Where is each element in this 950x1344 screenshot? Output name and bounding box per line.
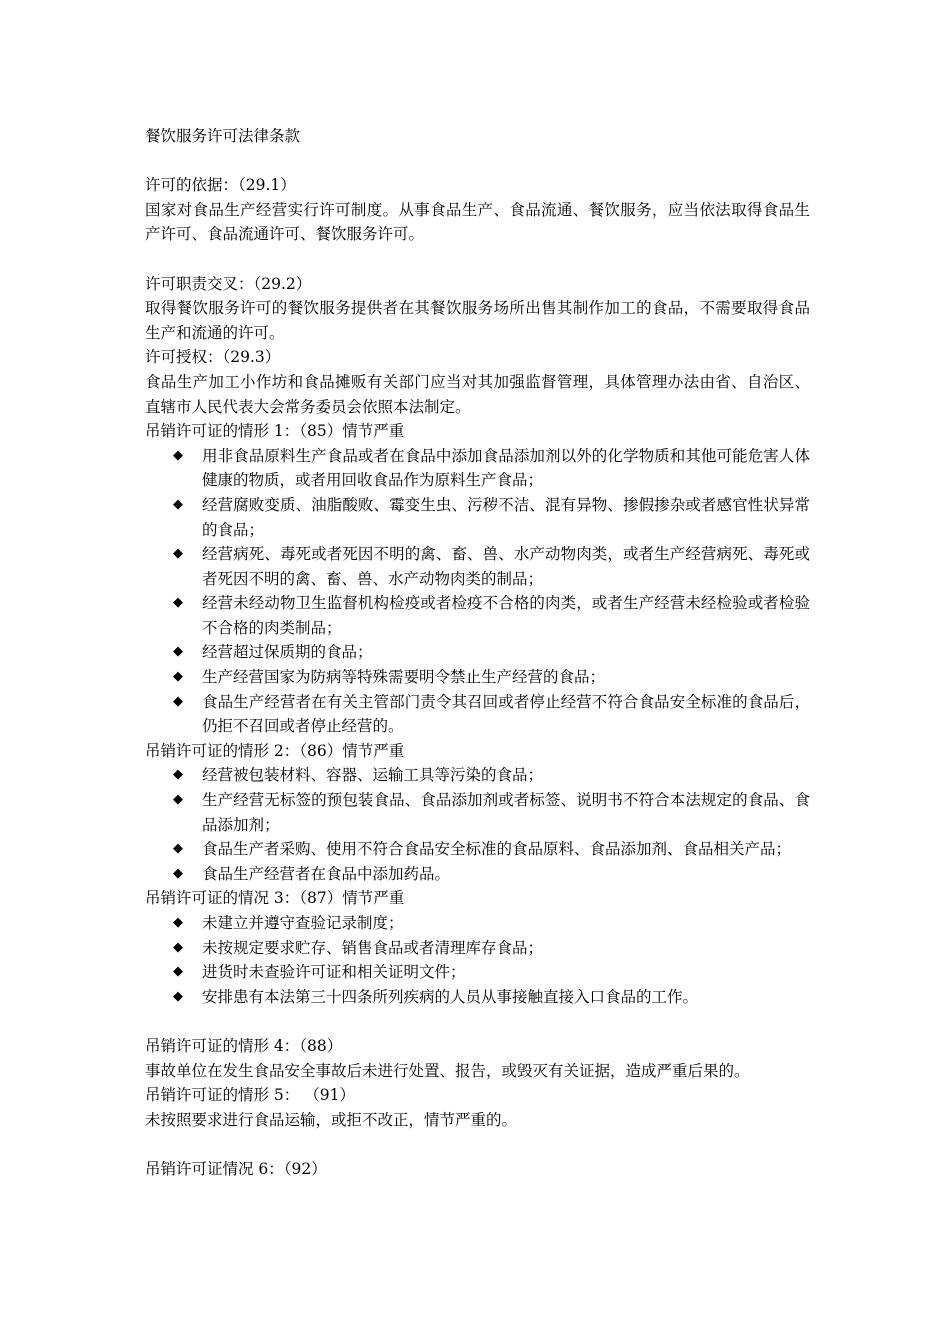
diamond-bullet-icon: ◆: [173, 669, 183, 685]
list-item-text: 食品生产经营者在有关主管部门责令其召回或者停止经营不符合食品安全标准的食品后，仍拒不召回或者停止经营的。: [202, 692, 810, 736]
section-heading: 许可的依据：（29.1）: [145, 176, 296, 195]
diamond-bullet-icon: ◆: [173, 496, 183, 512]
list-item: [145, 862, 810, 887]
spacer: [145, 247, 810, 272]
section-text: 食品生产加工小作坊和食品摊贩有关部门应当对其加强监督管理，具体管理办法由省、自治区、直辖市人民代表大会常务委员会依照本法制定。: [145, 372, 810, 416]
section-heading: 吊销许可证的情形 1：（85）情节严重: [145, 422, 405, 441]
list-item-text: 经营被包装材料、容器、运输工具等污染的食品；: [202, 766, 544, 785]
section-text: 取得餐饮服务许可的餐饮服务提供者在其餐饮服务场所出售其制作加工的食品，不需要取得食品生产和流通的许可。: [145, 299, 810, 342]
list-item: [145, 837, 810, 862]
section-heading: 许可职责交叉：（29.2）: [145, 274, 312, 293]
list-item: [145, 493, 810, 542]
list-item-text: 进货时未查验许可证和相关证明文件；: [202, 963, 466, 982]
list-item-text: 食品生产经营者在食品中添加药品。: [202, 864, 451, 883]
section-heading: 吊销许可证情况 6：（92）: [145, 1159, 327, 1178]
list-item-text: 生产经营无标签的预包装食品、食品添加剂或者标签、说明书不符合本法规定的食品、食品添加剂；: [202, 791, 810, 834]
document-title: 餐饮服务许可法律条款: [145, 127, 301, 145]
list-item-text: 未按规定要求贮存、销售食品或者清理库存食品；: [202, 938, 544, 957]
bullet-list: [145, 444, 810, 739]
list-item-text: 未建立并遵守查验记录制度；: [202, 914, 404, 932]
section-text: 国家对食品生产经营实行许可制度。从事食品生产、食品流通、餐饮服务，应当依法取得食品生产许可、食品流通许可、餐饮服务许可。: [145, 200, 810, 244]
list-item-text: 经营未经动物卫生监督机构检疫或者检疫不合格的肉类，或者生产经营未经检验或者检验不合格的肉类制品；: [202, 594, 810, 637]
list-item: [145, 911, 810, 936]
list-item: [145, 763, 810, 788]
diamond-bullet-icon: ◆: [173, 988, 183, 1004]
bullet-list: [145, 763, 810, 886]
list-item-text: 用非食品原料生产食品或者在食品中添加食品添加剂以外的化学物质和其他可能危害人体健康的物质，或者用回收食品作为原料生产食品；: [202, 446, 810, 490]
list-item: [145, 640, 810, 665]
list-item: [145, 665, 810, 690]
list-item-text: 经营病死、毒死或者死因不明的禽、畜、兽、水产动物肉类，或者生产经营病死、毒死或者死因不明的禽、畜、兽、水产动物肉类的制品；: [202, 545, 810, 588]
section-heading: 许可授权：（29.3）: [145, 348, 281, 367]
diamond-bullet-icon: ◆: [173, 964, 183, 980]
spacer: [145, 1009, 810, 1034]
section-text: 未按照要求进行食品运输，或拒不改正，情节严重的。: [145, 1110, 518, 1129]
list-item-text: 生产经营国家为防病等特殊需要明令禁止生产经营的食品；: [202, 668, 606, 687]
spacer: [145, 1132, 810, 1157]
diamond-bullet-icon: ◆: [173, 939, 183, 955]
diamond-bullet-icon: ◆: [173, 865, 183, 881]
section-heading: 吊销许可证的情况 3：（87）情节严重: [145, 889, 405, 908]
diamond-bullet-icon: ◆: [173, 767, 183, 783]
diamond-bullet-icon: ◆: [173, 546, 183, 562]
section-heading: 吊销许可证的情形 4：（88）: [145, 1036, 343, 1055]
diamond-bullet-icon: ◆: [173, 693, 183, 709]
list-item: [145, 960, 810, 985]
list-item: [145, 985, 810, 1010]
spacer: [145, 149, 810, 174]
diamond-bullet-icon: ◆: [173, 447, 183, 463]
list-item: [145, 690, 810, 739]
list-item-text: 经营超过保质期的食品；: [202, 643, 373, 662]
list-item-text: 经营腐败变质、油脂酸败、霉变生虫、污秽不洁、混有异物、掺假掺杂或者感官性状异常的食品；: [202, 495, 810, 539]
diamond-bullet-icon: ◆: [173, 792, 183, 808]
list-item: [145, 936, 810, 961]
diamond-bullet-icon: ◆: [173, 595, 183, 611]
list-item-text: 安排患有本法第三十四条所列疾病的人员从事接触直接入口食品的工作。: [202, 987, 699, 1006]
document-content: [145, 124, 810, 1182]
list-item: [145, 788, 810, 837]
list-item-text: 食品生产者采购、使用不符合食品安全标准的食品原料、食品添加剂、食品相关产品；: [202, 840, 792, 859]
diamond-bullet-icon: ◆: [173, 841, 183, 857]
bullet-list: [145, 911, 810, 1009]
list-item: [145, 591, 810, 640]
list-item: [145, 542, 810, 591]
section-heading: 吊销许可证的情形 5： （91）: [145, 1086, 355, 1105]
section-text: 事故单位在发生食品安全事故后未进行处置、报告，或毁灭有关证据，造成严重后果的。: [145, 1061, 750, 1080]
list-item: [145, 444, 810, 493]
section-heading: 吊销许可证的情形 2：（86）情节严重: [145, 741, 405, 760]
diamond-bullet-icon: ◆: [173, 644, 183, 660]
diamond-bullet-icon: ◆: [173, 915, 183, 930]
